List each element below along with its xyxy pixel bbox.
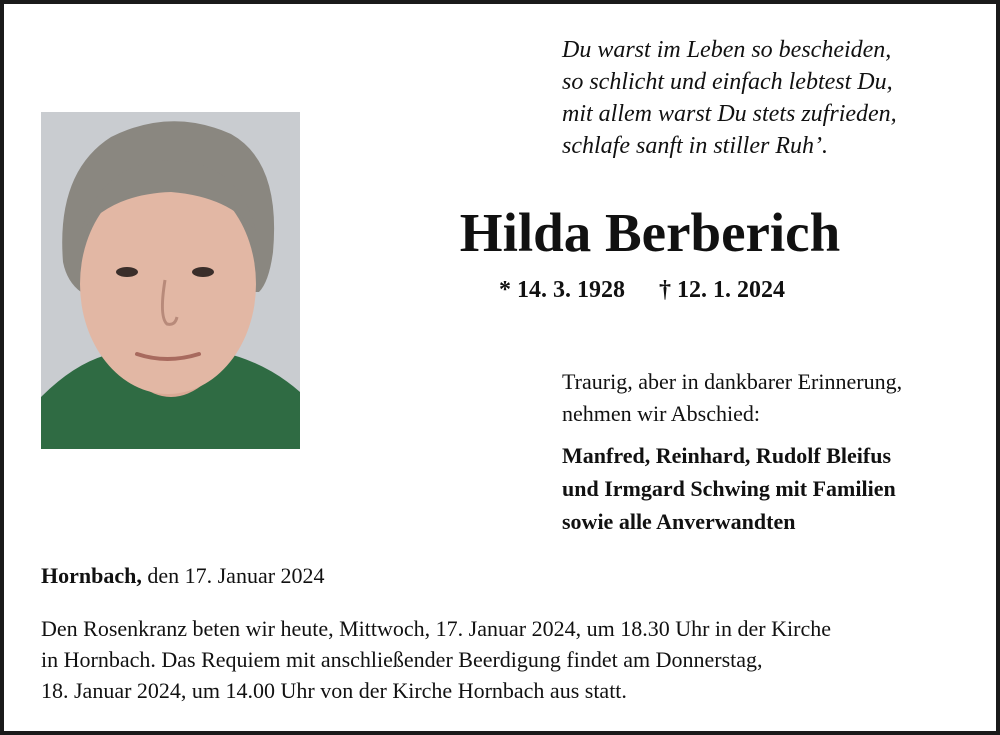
left-eye: [116, 267, 138, 277]
memorial-poem: [562, 34, 897, 162]
notice-line: in Hornbach. Das Requiem mit anschließender Beerdigung findet am Donnerstag,: [41, 647, 763, 672]
mourners-line: und Irmgard Schwing mit Familien: [562, 476, 896, 501]
poem-line: mit allem warst Du stets zufrieden,: [562, 101, 897, 127]
intro-line: Traurig, aber in dankbarer Erinnerung,: [562, 369, 903, 394]
farewell-intro: [562, 366, 902, 430]
life-dates: [499, 274, 785, 306]
poem-line: Du warst im Leben so bescheiden,: [562, 37, 892, 63]
mourners-list: [562, 439, 896, 538]
notice-line: Den Rosenkranz beten wir heute, Mittwoch, 17. Januar 2024, um 18.30 Uhr in der Kirche: [41, 616, 831, 641]
portrait-illustration: [41, 112, 300, 449]
death-date: † 12. 1. 2024: [659, 277, 785, 303]
notice-line: 18. Januar 2024, um 14.00 Uhr von der Kirche Hornbach aus statt.: [41, 678, 627, 703]
right-eye: [192, 267, 214, 277]
deceased-name: Hilda Berberich: [459, 202, 841, 263]
place-and-date: [41, 560, 325, 592]
place-town: Hornbach,: [41, 563, 142, 588]
intro-line: nehmen wir Abschied:: [562, 401, 760, 426]
poem-line: so schlicht und einfach lebtest Du,: [562, 69, 893, 95]
mourners-line: Manfred, Reinhard, Rudolf Bleifus: [562, 443, 892, 468]
mourners-line: sowie alle Anverwandten: [562, 509, 796, 534]
funeral-notice: [41, 613, 971, 706]
place-date: den 17. Januar 2024: [147, 563, 325, 588]
birth-date: * 14. 3. 1928: [499, 277, 625, 303]
portrait-photo: [41, 112, 300, 449]
poem-line: schlafe sanft in stiller Ruh’.: [562, 133, 828, 159]
